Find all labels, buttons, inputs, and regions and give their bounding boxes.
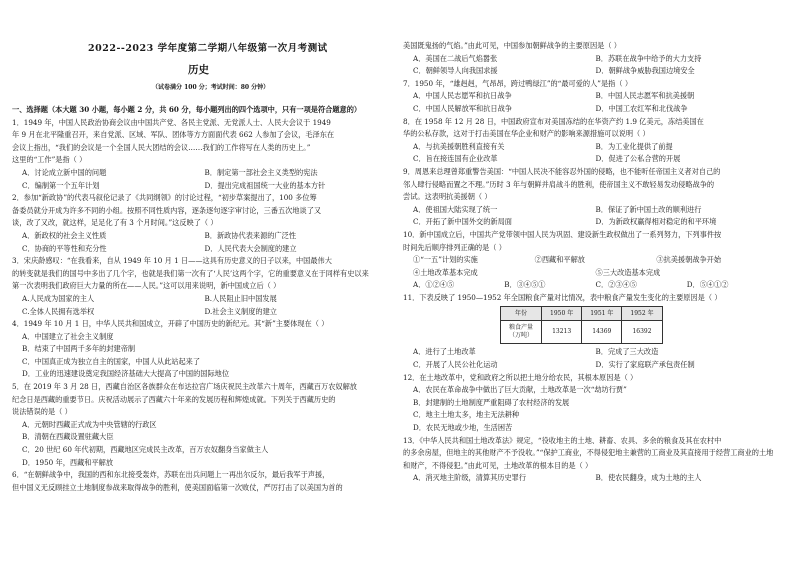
question-line: D．1950 年，西藏和平解放 [22,457,114,467]
question-line: 美国既鬼扬的气焰。”由此可见，中国参加朝鲜战争的主要原因是（ ） [403,41,621,50]
option-row [403,65,778,78]
option-row [403,204,778,217]
grain-value-1950: 13213 [542,321,582,344]
exam-title: 2022--2023 学年度第二学期八年级第一次月考测试 [88,43,328,54]
option-text: D．促进了公私合营的开展 [595,154,681,164]
option-text: C．②③④⑤ [595,280,637,290]
question-line: 第一次表明我们政府巨大力量的所在——人民。”这可以用来说明，新中国成立后（ ） [12,281,281,291]
option-text: C．编制第一个五年计划 [22,180,100,190]
grain-table-row-label [501,321,542,344]
grain-table [500,306,663,344]
question-line: 1．1949 年，中国人民政治协商会议由中国共产党、各民主党派、无党派人士、人民大会议于 1949 [12,117,331,127]
option-text: A．使祖国大陆实现了统一 [413,204,498,214]
option-row [403,346,778,359]
question-line: 的多余房屋，但地主的其他财产不予没收。”“保护工商业，不得侵犯地主兼营的工商业及其直接用于经营工商业的土地 [403,448,774,458]
grain-row-label: 粮食产量 [509,324,534,332]
question-line: 3．宋庆龄感叹：“在我看来，自从 1949 年 10 月 1 日——这具有历史意义的日子以来，中国最伟大 [12,256,332,266]
option-text: A．①②④⑤ [413,280,455,290]
question-line: B．结束了中国两千多年的封建帝制 [22,344,136,354]
question-line: 备委员就分开成为许多不同的小组。按照不同性质内容，逐条逐句逐字审讨论，三番五次地谈了又 [12,205,322,215]
right-column [403,40,778,485]
option-text: A．消灭地主阶级，清算其历史罪行 [413,473,527,483]
question-line: 这里的“工作”是指（ ） [12,155,87,165]
option-row [12,167,387,180]
option-text: ②西藏和平解放 [534,255,585,265]
question-line: 12．在土地改革中，党和政府之所以把土地分给农民，其根本原因是（ ） [403,372,638,382]
option-text: B．保证了新中国土改的顺利进行 [595,204,702,214]
option-text: B．③④⑤① [504,280,546,290]
option-row [403,141,778,154]
option-text: ④土地改革基本完成 [413,267,478,277]
question-line: C．地主土地太多，地主无法耕种 [413,410,520,420]
option-text: D．提出完成祖国统一大业的基本方针 [204,180,326,190]
left-question-list [12,117,387,495]
question-line: 华的公私存款，这对于打击美国在华企业和财产的影响来源措施可以说明（ ） [403,129,650,139]
question-line: 2．参加“新政协”的代表马叙伦记录了《共同纲领》的讨论过程，“初步草案提出了，100 多位筹 [12,193,317,203]
option-text: D．朝鲜战争威胁我国边境安全 [595,66,695,76]
question-line: D．农民无地或少地，生活困苦 [413,423,513,433]
option-row [403,359,778,372]
option-row [403,254,778,267]
option-text: A.人民成为国家的主人 [22,293,95,303]
grain-table-header-year: 年份 [501,307,542,321]
question-line: 8．在 1958 年 12 月 28 日，中国政府宣布对美国冻结的在华资产约 1.9 亿美元，冻结美国在 [403,116,704,126]
option-row [12,230,387,243]
option-row [403,53,778,66]
option-text: C．开展了人民公社化运动 [413,360,498,370]
option-row [12,293,387,306]
option-text: B．使农民翻身，成为土地的主人 [595,473,702,483]
option-row [403,90,778,103]
section-heading: 一、选择题（本大题 30 小题，每小题 2 分，共 60 分，每小题列出的四个选项中，只有一项是符合题意的） [12,105,362,114]
option-row [403,153,778,166]
option-text: C．朝鲜领导人向我国求援 [413,66,498,76]
option-row [12,180,387,193]
question-line: C．20 世纪 60 年代初期，西藏地区完成民主改革，百万农奴翻身当家做主人 [22,445,269,455]
option-text: ①“一五”计划的实施 [413,255,478,265]
option-text: C．旨在接连国有企业改革 [413,154,498,164]
question-line: 的转变就是我们的国号中多出了几个字，也就是我们第一次有了‘人民’这两个字，它的重要意义在于同样有史以来 [12,268,369,278]
grain-value-1952: 16392 [622,321,662,344]
option-text: B．苏联在战争中给予的大力支持 [595,53,702,63]
option-text: A．与抗美援朝胜利直接有关 [413,141,505,151]
option-text: C.全体人民拥有选举权 [22,306,95,316]
option-text: A．讨论成立新中国的问题 [22,167,107,177]
option-text: B．新政协代表来源的广泛性 [204,230,297,240]
option-text: B．完成了三大改造 [595,347,659,357]
option-text: A．美国在二战后气焰嚣张 [413,53,498,63]
question-line: 7．1950 年，“雄赳赳，气昂昂，跨过鸭绿江”的“最可爱的人”是指（ ） [403,78,633,88]
grain-table-header-1952: 1952 年 [622,307,662,321]
question-line: 4．1949 年 10 月 1 日，中华人民共和国成立，开辟了中国历史的新纪元。其“新”主要体现在（ ） [12,319,329,329]
option-text: C．中国人民解放军和抗日战争 [413,103,512,113]
question-line: 10．新中国成立后，中国共产党带领中国人民为巩固、建设新生政权做出了一系列努力，下列事件按 [403,229,722,239]
question-line: A．中国建立了社会主义制度 [22,331,114,341]
subject-title: 历史 [188,64,209,76]
option-text: C．协商的平等性和充分性 [22,243,107,253]
option-text: A．中国人民志愿军和抗日战争 [413,91,512,101]
option-row [12,306,387,319]
option-text: ③抗美援朝战争开始 [656,255,722,265]
question-line: 6．“在朝鲜战争中，我国的西和东北接受轰炸，苏联在出兵问题上一再出尔反尔，最后我军于声援， [12,470,330,480]
question-line: 会议上指出，“我们的会议是一个全国人民大团结的会议……我们的工作将写在人类的历史上。” [12,142,311,152]
option-row [403,103,778,116]
question-line: C．中国真正成为独立自主的国家，中国人从此站起来了 [22,356,201,366]
grain-table-header-1951: 1951 年 [582,307,622,321]
question-line: D．工业的迅速建设奠定我国经济基础大大提高了中国的国际地位 [22,369,230,379]
question-line: A．农民在革命战争中做出了巨大贡献，土地改革是一次“劫坊行贾” [413,385,627,395]
option-row [403,279,778,292]
option-text: D.社会主义制度的建立 [204,306,277,316]
question-line: 但中国义无反顾挂立土地制度参战来取得战争的胜利，使美国面临第一次败仗，严厉打击了以美国为首的 [12,482,343,492]
question-line: B．清朝在西藏设置驻藏大臣 [22,432,114,442]
question-line: 5．在 2019 年 3 月 28 日，西藏自治区各族群众在布达拉宫广场庆祝民主改革六十周年，西藏百万农奴解放 [12,382,357,392]
option-text: B.人民阻止旧中国发展 [204,293,277,303]
question-line: 尝试。这表明抗美援朝（ ） [403,192,492,202]
option-text: A．新政权的社会主义性质 [22,230,107,240]
option-text: B．制定第一部社会主义类型的宪法 [204,167,318,177]
option-text: A．进行了土地改革 [413,347,476,357]
left-column [12,104,387,494]
option-text: D．为新政权赢得相对稳定的和平环境 [595,217,717,227]
question-line: 说法错误的是（ ） [12,407,72,417]
right-question-list [403,40,778,304]
question-line: 9．周恩来总理曾郑重警告美国：“中国人民决不能容忍外国的侵略，也不能听任帝国主义者对自己的 [403,166,721,176]
question-line: A．元朝时西藏正式成为中央管辖的行政区 [22,419,157,429]
option-text: D．人民代表大会制度的建立 [204,243,297,253]
question-line: 11．下表反映了 1950—1952 年全国粮食产量对比情况，表中粮食产量发生变化的主要原因是（ ） [403,292,722,302]
exam-meta: （试卷满分 100 分；考试时间：80 分钟） [152,84,270,91]
question-line: 年 9 月在北平隆重召开，来自党派、区域、军队、团体等方方面面代表 662 人参加了会议，毛泽东在 [12,130,335,140]
option-text: B．中国人民志愿军和抗美援朝 [595,91,695,101]
option-text: ⑤三大改造基本完成 [595,267,661,277]
option-row [403,267,778,280]
option-text: B．为工业化提供了前提 [595,141,673,151]
option-row [12,243,387,256]
option-text: D．实行了家庭联产承包责任制 [595,360,695,370]
question-line: B．封建制的土地制度严重阻碍了农村经济的发展 [413,397,570,407]
question-line: 谈，改了又改，就这样，足足化了有 3 个月时间。”这反映了（ ） [12,218,218,228]
question-line: 时间先后顺序排列正确的是（ ） [403,242,506,252]
option-text: C．开拓了新中国外交的新局面 [413,217,512,227]
option-row [403,472,778,485]
question-line: 13．《中华人民共和国土地改革法》规定，“役收地主的土地、耕畜、农具、多余的粮食及其在农村中 [403,435,722,445]
question-line: 和财产，不得侵犯。”由此可见，土地改革的根本目的是（ ） [403,460,593,470]
grain-table-header-1950: 1950 年 [542,307,582,321]
option-row [403,216,778,229]
right-question-list-2 [403,346,778,485]
grain-row-unit: （万吨） [509,332,534,340]
option-text: D．⑤④①② [686,280,729,290]
option-text: D．中国工农红军和北伐战争 [595,103,688,113]
question-line: 邻人肆行侵略而置之不理。”历时 3 年与朝鲜并肩战斗的胜利，使帝国主义不敢轻易发动侵略战争的 [403,179,715,189]
grain-value-1951: 14369 [582,321,622,344]
question-line: 纪念日是西藏的重要节日。庆祝活动展示了西藏六十年来的发展历程和辉煌成就。下列关于西藏历史的 [12,394,336,404]
